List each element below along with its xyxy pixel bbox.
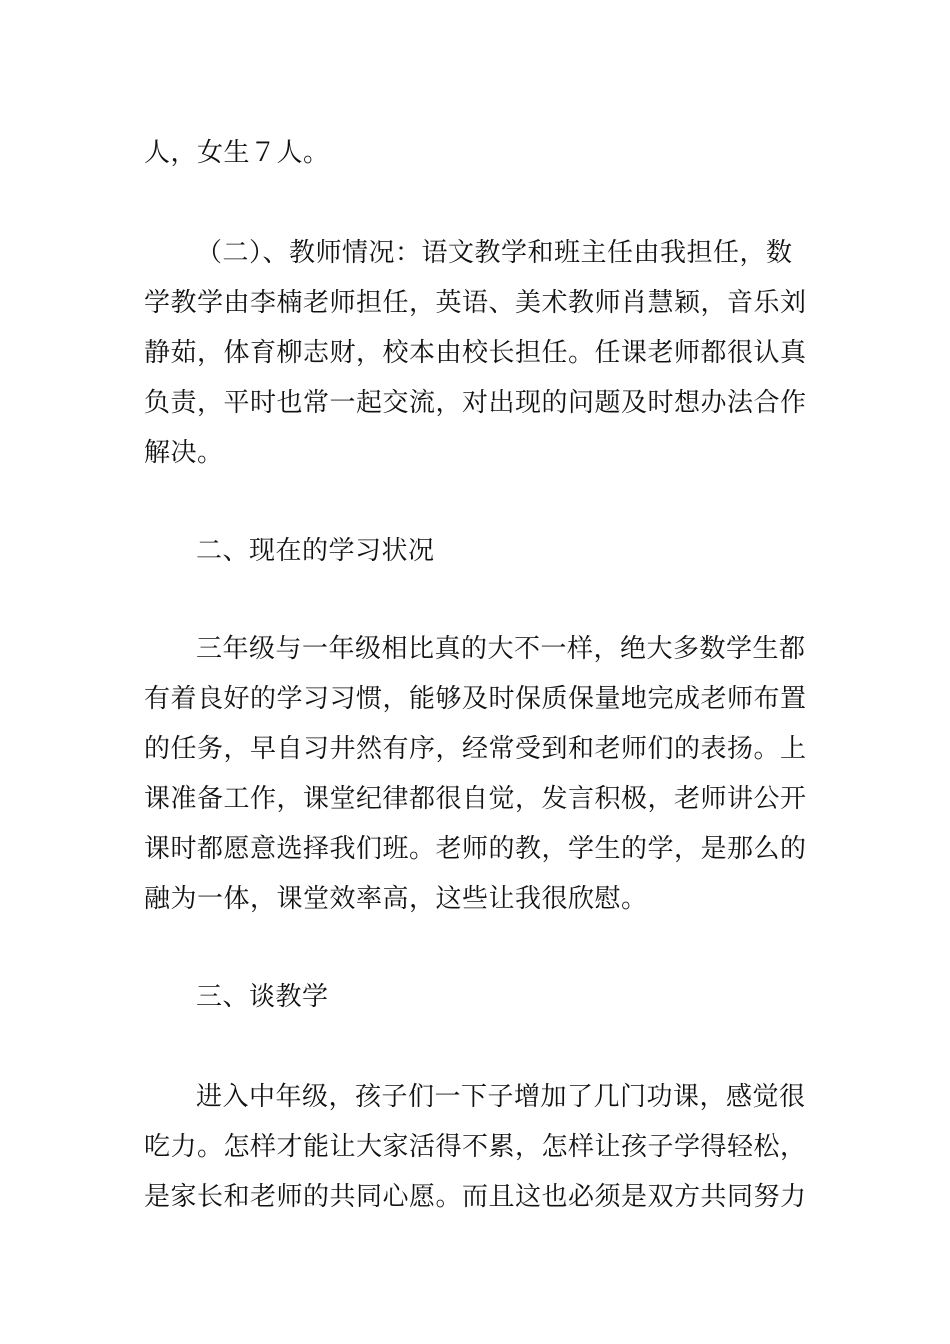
text-line: 课准备工作，课堂纪律都很自觉，发言积极，老师讲公开 [144,784,807,814]
paragraph-learning-status [144,624,808,924]
text-line: 学教学由李楠老师担任，英语、美术教师肖慧颖，音乐刘 [144,288,807,318]
paragraph-teaching [144,1072,808,1222]
paragraph-student-count [144,128,808,178]
text-line: 人，女生７人。 [144,138,330,168]
text-line: 进入中年级，孩子们一下子增加了几门功课，感觉很 [196,1082,806,1112]
text-line: （二）、教师情况：语文教学和班主任由我担任，数 [196,238,793,268]
text-line: 解决。 [144,438,224,468]
text-line: 静茹，体育柳志财，校本由校长担任。任课老师都很认真 [144,338,807,368]
section-heading-learning-status [144,526,808,576]
text-line: 是家长和老师的共同心愿。而且这也必须是双方共同努力 [144,1182,807,1212]
text-line: 课时都愿意选择我们班。老师的教，学生的学，是那么的 [144,834,807,864]
text-line: 的任务，早自习井然有序，经常受到和老师们的表扬。上 [144,734,807,764]
paragraph-teacher-info [144,228,808,478]
text-line: 三年级与一年级相比真的大不一样，绝大多数学生都 [196,634,806,664]
text-line: 负责，平时也常一起交流，对出现的问题及时想办法合作 [144,388,807,418]
text-line: 吃力。怎样才能让大家活得不累，怎样让孩子学得轻松， [144,1132,807,1162]
heading-text: 三、谈教学 [196,982,329,1012]
text-line: 有着良好的学习习惯，能够及时保质保量地完成老师布置 [144,684,807,714]
heading-text: 二、现在的学习状况 [196,536,435,566]
section-heading-teaching [144,972,808,1022]
text-line: 融为一体，课堂效率高，这些让我很欣慰。 [144,884,648,914]
